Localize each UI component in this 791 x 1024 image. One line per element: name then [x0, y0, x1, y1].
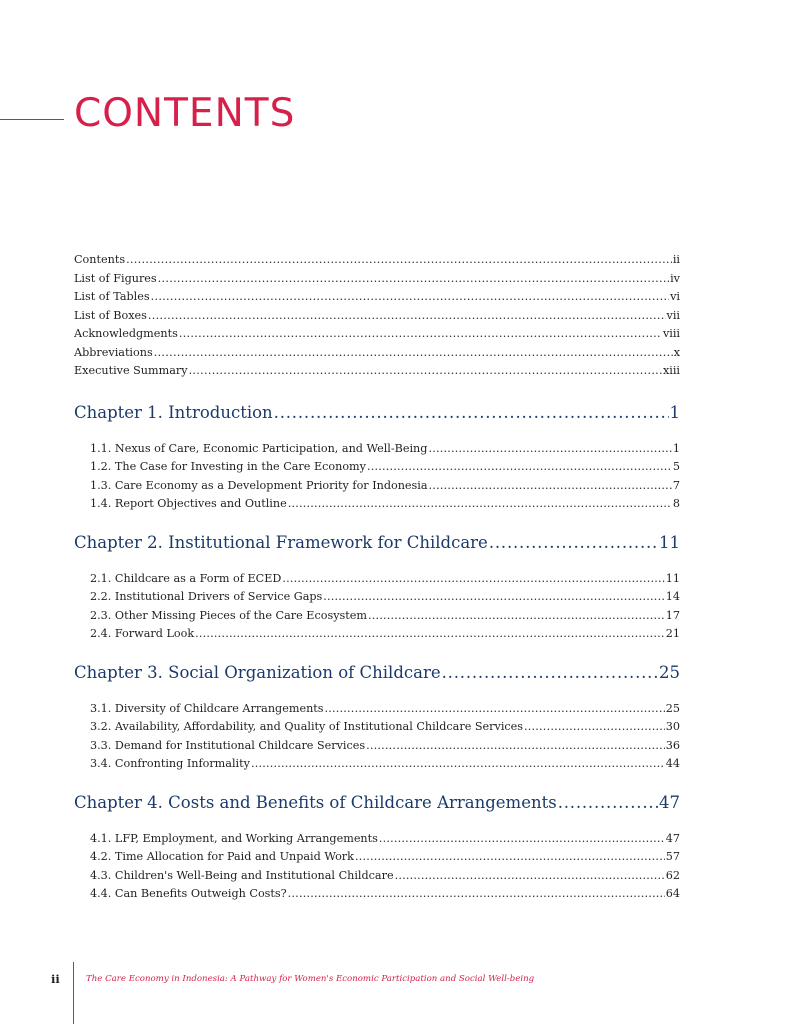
dot-leader: [524, 718, 665, 737]
toc-section-2-3[interactable]: [90, 607, 680, 626]
toc-chapter-3[interactable]: [74, 661, 680, 685]
dot-leader: [558, 791, 658, 815]
dot-leader: [367, 458, 672, 477]
section-title: 4.3. Children's Well-Being and Institutional Childcare: [90, 868, 394, 882]
section-page: 47: [665, 831, 680, 845]
dot-leader: [428, 440, 671, 459]
dot-leader: [355, 848, 665, 867]
toc-entry-executive-summary[interactable]: [74, 362, 680, 381]
section-page: 25: [665, 701, 680, 715]
section-page: 1: [672, 441, 680, 455]
section-title: 3.3. Demand for Institutional Childcare Services: [90, 738, 366, 752]
dot-leader: [325, 700, 665, 719]
toc-entry-label: Abbreviations: [74, 345, 153, 359]
section-title: 2.2. Institutional Drivers of Service Gaps: [90, 590, 323, 603]
section-title: 3.4. Confronting Informality: [90, 757, 250, 770]
section-title: 4.1. LFP, Employment, and Working Arrangements: [90, 831, 378, 845]
chapter-title: Chapter 2. Institutional Framework for Childcare: [74, 532, 488, 552]
section-page: 8: [672, 497, 680, 510]
toc-section-2-2[interactable]: [90, 588, 680, 607]
chapter-title: Chapter 3. Social Organization of Childcare: [74, 662, 441, 682]
toc-entry-page: xiii: [662, 364, 680, 377]
toc-entry-acknowledgments[interactable]: [74, 325, 680, 344]
section-page: 57: [665, 850, 680, 863]
toc-entry-page: iv: [670, 271, 680, 285]
section-title: 2.3. Other Missing Pieces of the Care Ecosystem: [90, 608, 367, 622]
toc-entry-label: Contents: [74, 253, 126, 266]
toc-entry-page: ii: [672, 253, 680, 266]
chapter-2-sections: [74, 570, 680, 644]
page-number: ii: [51, 972, 60, 986]
toc-entry-page: vii: [666, 308, 680, 322]
section-page: 36: [665, 738, 680, 752]
section-page: 21: [665, 627, 680, 640]
section-page: 64: [665, 887, 680, 900]
dot-leader: [489, 531, 658, 555]
section-page: 11: [665, 571, 680, 585]
section-page: 62: [665, 868, 680, 882]
toc-section-1-2[interactable]: [90, 458, 680, 477]
section-title: 2.4. Forward Look: [90, 627, 195, 640]
table-of-contents: [74, 251, 680, 921]
section-page: 5: [672, 460, 680, 473]
toc-section-1-3[interactable]: [90, 477, 680, 496]
section-page: 17: [665, 608, 680, 622]
toc-entry-page: x: [673, 345, 680, 359]
front-matter-list: [74, 251, 680, 381]
chapter-page: 47: [659, 792, 680, 812]
toc-section-4-4[interactable]: [90, 885, 680, 904]
dot-leader: [366, 737, 665, 756]
toc-chapter-1[interactable]: [74, 401, 680, 425]
dot-leader: [126, 251, 672, 270]
dot-leader: [158, 270, 669, 289]
section-title: 1.2. The Case for Investing in the Care Economy: [90, 460, 366, 473]
dot-leader: [368, 607, 665, 626]
toc-section-2-1[interactable]: [90, 570, 680, 589]
toc-section-3-1[interactable]: [90, 700, 680, 719]
toc-section-1-4[interactable]: [90, 495, 680, 514]
toc-section-4-1[interactable]: [90, 830, 680, 849]
dot-leader: [323, 588, 664, 607]
toc-entry-label: List of Tables: [74, 290, 150, 303]
section-page: 7: [672, 478, 680, 492]
title-rule: [0, 119, 64, 120]
section-title: 1.4. Report Objectives and Outline: [90, 497, 287, 510]
dot-leader: [189, 362, 662, 381]
dot-leader: [442, 661, 658, 685]
chapter-1-sections: [74, 440, 680, 514]
toc-entry-contents[interactable]: [74, 251, 680, 270]
section-title: 4.2. Time Allocation for Paid and Unpaid Work: [90, 850, 354, 863]
toc-chapter-2[interactable]: [74, 531, 680, 555]
dot-leader: [154, 344, 673, 363]
dot-leader: [179, 325, 662, 344]
toc-section-2-4[interactable]: [90, 625, 680, 644]
dot-leader: [148, 307, 666, 326]
section-page: 14: [665, 590, 680, 603]
chapter-title: Chapter 1. Introduction: [74, 402, 273, 422]
section-title: 2.1. Childcare as a Form of ECED: [90, 571, 282, 585]
running-title: The Care Economy in Indonesia: A Pathway for Women's Economic Participation and Social Well-being: [86, 974, 535, 984]
toc-section-4-3[interactable]: [90, 867, 680, 886]
dot-leader: [288, 885, 665, 904]
toc-entry-label: Executive Summary: [74, 364, 188, 377]
toc-section-3-4[interactable]: [90, 755, 680, 774]
page-title: CONTENTS: [74, 91, 296, 136]
chapter-page: 1: [669, 402, 680, 422]
section-title: 4.4. Can Benefits Outweigh Costs?: [90, 887, 287, 900]
dot-leader: [151, 288, 669, 307]
dot-leader: [429, 477, 672, 496]
toc-entry-label: List of Boxes: [74, 308, 147, 322]
toc-entry-label: List of Figures: [74, 271, 157, 285]
toc-entry-abbreviations[interactable]: [74, 344, 680, 363]
section-title: 1.1. Nexus of Care, Economic Participation, and Well-Being: [90, 441, 428, 455]
footer-rule: [73, 962, 74, 1024]
dot-leader: [195, 625, 665, 644]
section-page: 30: [665, 720, 680, 733]
toc-section-3-3[interactable]: [90, 737, 680, 756]
chapter-3-sections: [74, 700, 680, 774]
dot-leader: [288, 495, 672, 514]
chapter-page: 11: [659, 532, 680, 552]
chapter-page: 25: [659, 662, 680, 682]
dot-leader: [282, 570, 664, 589]
section-title: 3.2. Availability, Affordability, and Quality of Institutional Childcare Services: [90, 720, 524, 733]
toc-section-4-2[interactable]: [90, 848, 680, 867]
toc-entry-list-of-figures[interactable]: [74, 270, 680, 289]
section-title: 1.3. Care Economy as a Development Priority for Indonesia: [90, 478, 428, 492]
chapter-title: Chapter 4. Costs and Benefits of Childcare Arrangements: [74, 792, 557, 812]
toc-chapter-4[interactable]: [74, 791, 680, 815]
toc-entry-page: viii: [662, 327, 680, 340]
toc-entry-label: Acknowledgments: [74, 327, 178, 340]
section-title: 3.1. Diversity of Childcare Arrangements: [90, 701, 324, 715]
dot-leader: [379, 830, 665, 849]
toc-entry-list-of-tables[interactable]: [74, 288, 680, 307]
toc-section-1-1[interactable]: [90, 440, 680, 459]
toc-entry-page: vi: [670, 290, 680, 303]
chapter-4-sections: [74, 830, 680, 904]
dot-leader: [251, 755, 665, 774]
dot-leader: [274, 401, 669, 425]
section-page: 44: [665, 757, 680, 770]
toc-entry-list-of-boxes[interactable]: [74, 307, 680, 326]
toc-section-3-2[interactable]: [90, 718, 680, 737]
dot-leader: [395, 867, 665, 886]
